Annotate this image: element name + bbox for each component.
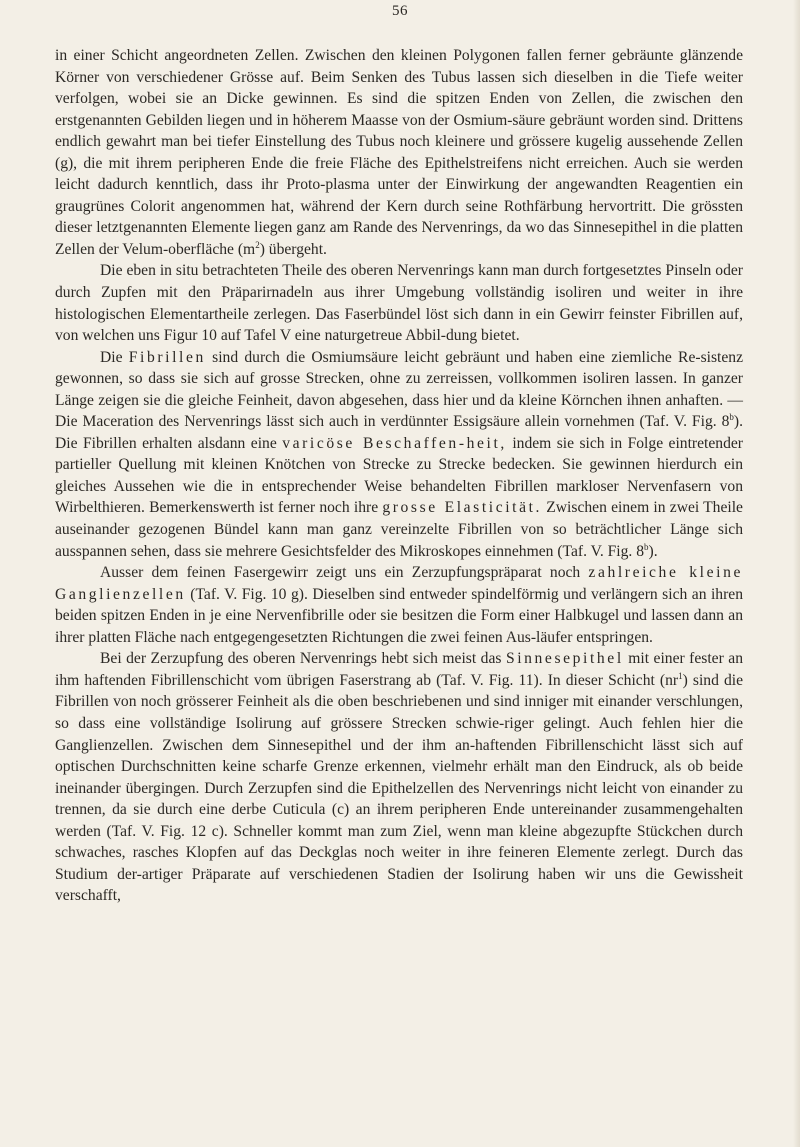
superscript: 1 [678,670,683,681]
text-run: ) übergeht. [259,240,327,258]
text-run: sind durch die Osmiumsäure leicht gebräunt und haben eine ziemliche Re-sistenz gewonnen, so dass sie sich auf grosse Strecken, ohne zu zerreissen, vollkommen isoliren lassen. In ganzer Länge zeigen sie die gleiche Feinheit, davon abgesehen, dass hier und da kleine Körnchen ihnen anhaften. — Die Maceration des Nervenrings lässt sich auch in verdünnter Essigsäure allein vornehmen (Taf. V. Fig. 8 [55,348,744,431]
page-edge-shadow [793,0,800,1147]
paragraph [55,347,743,562]
text-run: mit einer fester an ihm haftenden Fibrillenschicht vom übrigen Faserstrang ab (Taf. V. Fig. 11). In dieser Schicht (nr [55,650,743,689]
text-run: in einer Schicht angeordneten Zellen. Zwischen den kleinen Polygonen fallen ferner gebräunte glänzende Körner von verschiedener Grösse auf. Beim Senken des Tubus lassen sich dieselben in die Tiefe weiter verfolgen, wobei sie an Dicke gewinnen. Es sind die spitzen Enden von Zellen, die zwischen den erstgenannten Gebilden liegen und in höherem Maasse von der Osmium-säure gebräunt worden sind. Drittens endlich gewahrt man bei tiefer Einstellung des Tubus noch kleinere und grössere kugelig aussehende Zellen (g), die mit ihrem peripheren Ende die freie Fläche des Epithelstreifens nicht erreichen. Auch sie werden leicht dadurch kenntlich, dass ihr Proto-plasma unter der Einwirkung der angewandten Reagentien ein graugrünes Colorit angenommen hat, während der Kern durch seine Rothfärbung hervortritt. Die grössten dieser letztgenannten Elemente liegen ganz am Rande des Nervenrings, da wo das Sinnesepithel in die platten Zellen der Velum-oberfläche (m [55,47,743,258]
text-run: Die [100,348,129,366]
paragraph [55,648,743,907]
page-number: 56 [392,3,408,19]
text-run: ). Die Fibrillen erhalten alsdann eine [55,413,743,452]
paragraph [55,260,743,346]
superscript: b [729,412,734,423]
emphasized-text: zahlreiche kleine Ganglienzellen [55,564,743,603]
emphasized-text: Sinnesepithel [505,650,624,668]
text-run: Ausser dem feinen Fasergewirr zeigt uns ein Zerzupfungspräparat noch [100,564,589,582]
text-run: Zwischen einem in zwei Theile auseinander gezogenen Bündel kann man ganz vereinzelte Fibrillen von so beträchtlicher Länge sich ausspannen sehen, dass sie mehrere Gesichtsfelder des Mikroskopes einnehmen (Taf. V. Fig. 8 [55,499,743,560]
text-run: Die eben in situ betrachteten Theile des oberen Nervenrings kann man durch fortgesetztes Pinseln oder durch Zupfen mit den Präparirnadeln aus ihrer Umgebung vollständig isoliren und weiter in ihre histologischen Elementartheile zerlegen. Das Faserbündel löst sich dann in ein Gewirr feinster Fibrillen auf, von welchen uns Figur 10 auf Tafel V eine naturgetreue Abbil-dung bietet. [55,262,743,345]
text-run: ) sind die Fibrillen von noch grösserer Feinheit als die oben beschriebenen und sind inniger mit einander verschlungen, so dass eine vollständige Isolirung auf grössere Strecken schwie-riger gelingt. Auch fehlen hier die Ganglienzellen. Zwischen dem Sinnesepithel und der ihm an-haftenden Fibrillenschicht lässt sich auf optischen Durchschnitten keine scharfe Grenze erkennen, vielmehr erhält man den Eindruck, als ob beide ineinander übergingen. Durch Zerzupfen sind die Epithelzellen des Nervenrings nicht leicht von einander zu trennen, da sie durch eine derbe Cuticula (c) an ihrem peripheren Ende untereinander zusammengehalten werden (Taf. V. Fig. 12 c). Schneller kommt man zum Ziel, wenn man kleine abgezupfte Stückchen durch schwaches, rasches Klopfen auf das Deckglas noch weiter in ihre feineren Elemente zerlegt. Durch das Studium der-artiger Präparate auf verschiedenen Stadien der Isolirung haben wir uns die Gewissheit verschafft, [55,671,743,905]
paragraph [55,562,743,648]
emphasized-text: varicöse Beschaffen-heit, [282,434,507,452]
text-run: ). [648,542,658,560]
superscript: b [644,541,649,552]
emphasized-text: grosse Elasticität. [382,499,543,517]
superscript: 2 [255,239,260,250]
paragraph [55,45,743,260]
body-text [55,45,743,907]
emphasized-text: Fibrillen [128,348,206,366]
text-run: indem sie sich in Folge eintretender partieller Quellung mit kleinen Knötchen von Strecke zu Strecke bedecken. Sie gewinnen hierdurch ein gleiches Aussehen wie die in entsprechender Weise behandelten Fibrillen markloser Nervenfasern von Wirbelthieren. Bemerkenswerth ist ferner noch ihre [55,434,743,517]
text-run: Bei der Zerzupfung des oberen Nervenrings hebt sich meist das [100,650,506,668]
text-run: (Taf. V. Fig. 10 g). Dieselben sind entweder spindelförmig und verlängern sich an ihren beiden spitzen Enden in je eine Nervenfibrille oder sie besitzen die Form einer Halbkugel und lassen dann an ihrer platten Fläche nach entgegengesetzten Richtungen die zwei feinen Aus-läufer entspringen. [55,585,743,646]
